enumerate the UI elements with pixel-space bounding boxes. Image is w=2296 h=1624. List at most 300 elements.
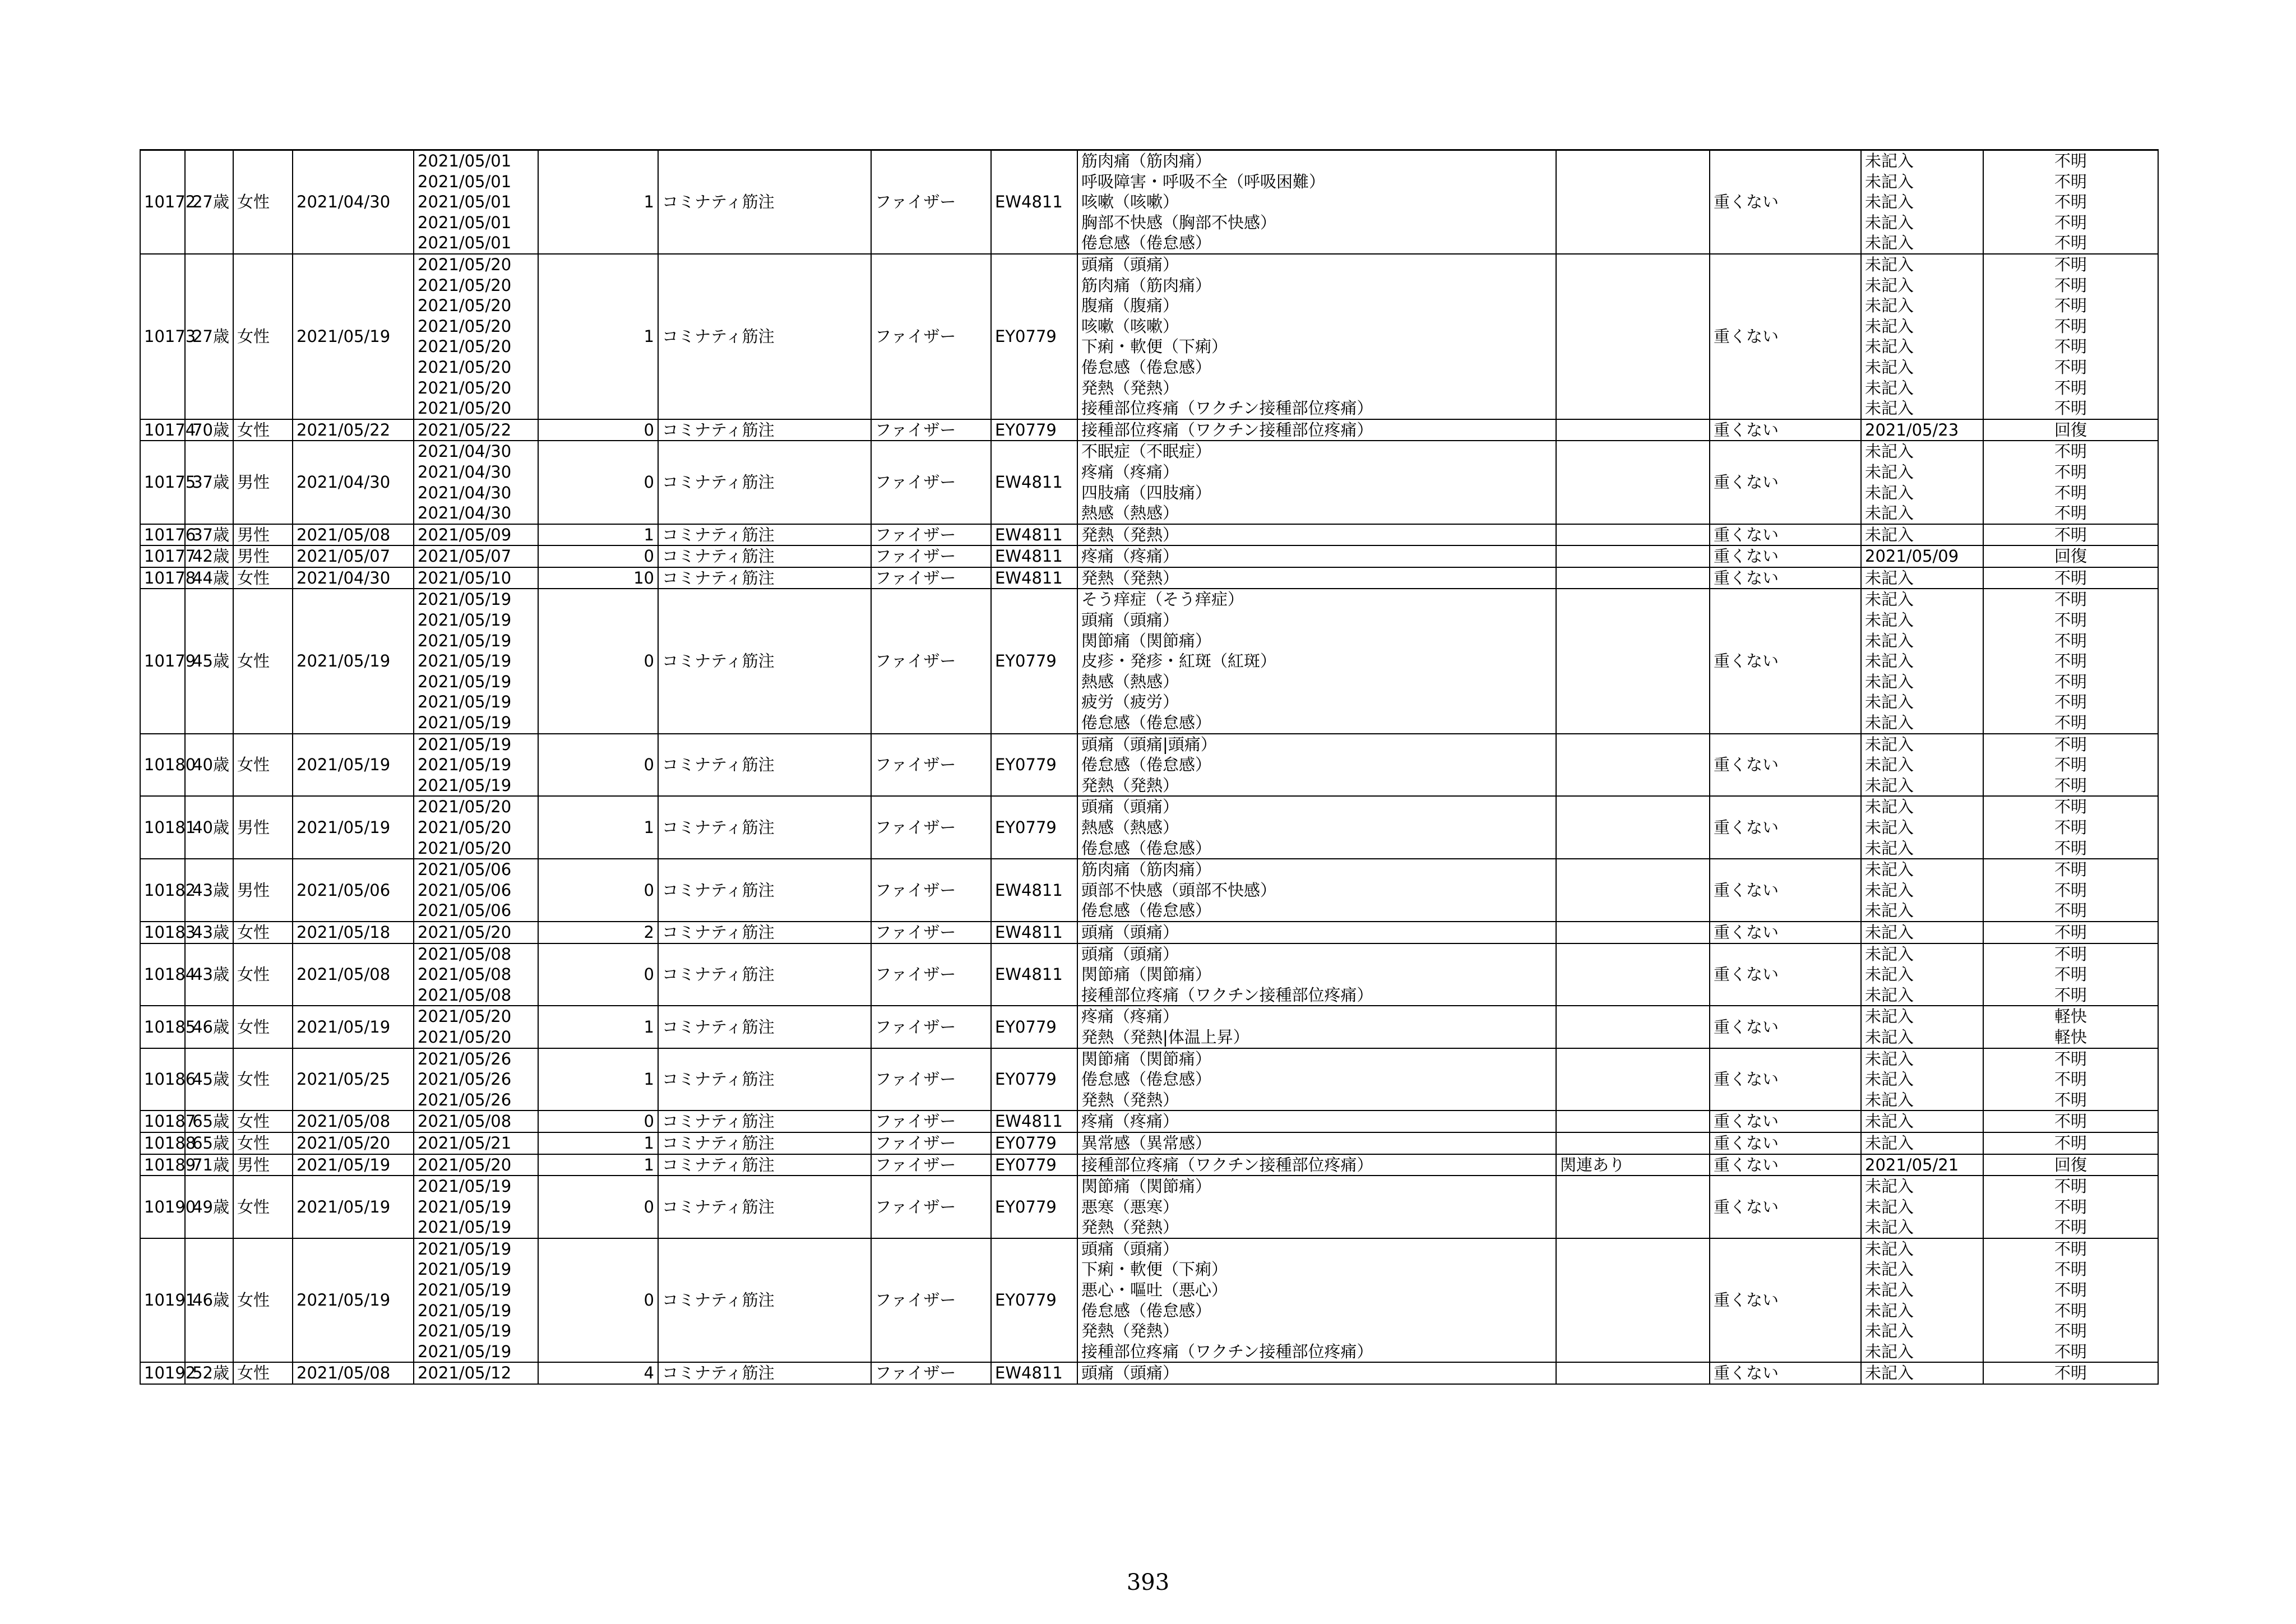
age-cell: 43歳 — [185, 943, 233, 1006]
severity-cell: 重くない — [1710, 150, 1861, 254]
onset-date-cell — [414, 419, 538, 441]
symptom: 接種部位疼痛（ワクチン接種部位疼痛） — [1081, 399, 1373, 418]
manufacturer-cell: ファイザー — [871, 1362, 991, 1384]
sex-cell: 男性 — [233, 441, 293, 524]
outcome: 回復 — [2054, 547, 2087, 566]
age-cell: 37歳 — [185, 524, 233, 546]
outcome-cell — [1983, 1176, 2158, 1238]
outcome-date: 未記入 — [1865, 1260, 1914, 1279]
severity-cell: 重くない — [1710, 1238, 1861, 1363]
vaccination-date-cell: 2021/05/19 — [293, 1176, 414, 1238]
outcome-date: 未記入 — [1865, 1218, 1914, 1237]
onset-date-cell — [414, 1362, 538, 1384]
onset-date: 2021/05/19 — [418, 672, 512, 691]
outcome-date: 未記入 — [1865, 442, 1914, 461]
onset-date-cell — [414, 254, 538, 419]
outcome: 不明 — [2054, 610, 2087, 630]
case-id-cell: 10178 — [140, 567, 185, 589]
outcome: 不明 — [2054, 672, 2087, 691]
age-cell: 71歳 — [185, 1154, 233, 1176]
onset-date: 2021/04/30 — [418, 442, 512, 461]
lot-number-cell: EY0779 — [991, 419, 1077, 441]
causality-cell — [1556, 589, 1710, 733]
sex-cell: 女性 — [233, 254, 293, 419]
onset-date: 2021/05/19 — [418, 590, 512, 609]
outcome: 不明 — [2054, 1177, 2087, 1196]
table-row — [140, 1006, 2158, 1048]
symptom: 頭痛（頭痛） — [1081, 1363, 1179, 1383]
table-row — [140, 254, 2158, 419]
adverse-event-table — [140, 149, 2159, 1385]
onset-date: 2021/05/20 — [418, 296, 512, 316]
onset-date-cell — [414, 567, 538, 589]
onset-date-cell — [414, 1048, 538, 1111]
onset-date: 2021/05/26 — [418, 1070, 512, 1089]
symptom: 発熱（発熱） — [1081, 1218, 1179, 1237]
outcome-date: 未記入 — [1865, 1090, 1914, 1109]
manufacturer-cell: ファイザー — [871, 254, 991, 419]
outcome-date-cell — [1861, 524, 1983, 546]
outcome: 不明 — [2054, 590, 2087, 609]
symptom-cell — [1077, 796, 1556, 859]
table-row — [140, 1132, 2158, 1154]
outcome-date-cell — [1861, 734, 1983, 797]
causality-cell — [1556, 796, 1710, 859]
sex-cell: 女性 — [233, 1176, 293, 1238]
symptom: そう痒症（そう痒症） — [1081, 590, 1244, 609]
lot-number-cell: EW4811 — [991, 943, 1077, 1006]
symptom: 頭痛（頭痛） — [1081, 255, 1179, 274]
days-to-onset-cell: 0 — [538, 943, 658, 1006]
symptom: 疲労（疲労） — [1081, 692, 1179, 712]
onset-date: 2021/05/08 — [418, 1112, 512, 1131]
age-cell: 52歳 — [185, 1362, 233, 1384]
onset-date: 2021/05/06 — [418, 880, 512, 900]
causality-cell — [1556, 922, 1710, 943]
onset-date-cell — [414, 524, 538, 546]
outcome-date-cell — [1861, 1111, 1983, 1132]
outcome-date: 未記入 — [1865, 462, 1914, 482]
symptom: 頭痛（頭痛） — [1081, 610, 1179, 630]
onset-date: 2021/05/21 — [418, 1133, 512, 1153]
outcome: 不明 — [2054, 631, 2087, 650]
symptom: 熱感（熱感） — [1081, 672, 1179, 691]
outcome: 回復 — [2054, 1155, 2087, 1174]
onset-date-cell — [414, 1238, 538, 1363]
outcome-date-cell — [1861, 1238, 1983, 1363]
days-to-onset-cell: 0 — [538, 1111, 658, 1132]
vaccination-date-cell: 2021/05/19 — [293, 1006, 414, 1048]
outcome-cell — [1983, 734, 2158, 797]
severity-cell: 重くない — [1710, 441, 1861, 524]
outcome-date: 未記入 — [1865, 212, 1914, 232]
symptom: 筋肉痛（筋肉痛） — [1081, 151, 1212, 170]
onset-date: 2021/05/20 — [418, 275, 512, 295]
onset-date: 2021/05/26 — [418, 1049, 512, 1068]
manufacturer-cell: ファイザー — [871, 545, 991, 567]
symptom: 不眠症（不眠症） — [1081, 442, 1212, 461]
table-row — [140, 1154, 2158, 1176]
outcome: 不明 — [2054, 922, 2087, 942]
table-row — [140, 150, 2158, 254]
outcome-date: 未記入 — [1865, 860, 1914, 880]
outcome: 不明 — [2054, 1090, 2087, 1109]
symptom: 関節痛（関節痛） — [1081, 1049, 1212, 1068]
onset-date: 2021/05/19 — [418, 631, 512, 650]
outcome: 不明 — [2054, 965, 2087, 984]
onset-date: 2021/05/08 — [418, 965, 512, 984]
lot-number-cell: EY0779 — [991, 254, 1077, 419]
outcome: 不明 — [2054, 985, 2087, 1005]
sex-cell: 女性 — [233, 1238, 293, 1363]
causality-cell — [1556, 524, 1710, 546]
severity-cell: 重くない — [1710, 1006, 1861, 1048]
days-to-onset-cell: 1 — [538, 1048, 658, 1111]
outcome: 不明 — [2054, 692, 2087, 712]
table-row — [140, 796, 2158, 859]
case-id-cell: 10180 — [140, 734, 185, 797]
symptom-cell — [1077, 1362, 1556, 1384]
vaccination-date-cell: 2021/05/06 — [293, 859, 414, 922]
severity-cell: 重くない — [1710, 254, 1861, 419]
vaccine-name-cell: コミナティ筋注 — [658, 150, 871, 254]
symptom-cell — [1077, 545, 1556, 567]
outcome: 軽快 — [2054, 1007, 2087, 1026]
outcome-date: 未記入 — [1865, 985, 1914, 1005]
causality-cell — [1556, 254, 1710, 419]
onset-date-cell — [414, 1154, 538, 1176]
lot-number-cell: EW4811 — [991, 441, 1077, 524]
lot-number-cell: EY0779 — [991, 796, 1077, 859]
symptom: 発熱（発熱） — [1081, 525, 1179, 544]
outcome-date: 2021/05/23 — [1865, 420, 1959, 439]
symptom: 筋肉痛（筋肉痛） — [1081, 275, 1212, 295]
onset-date: 2021/05/19 — [418, 775, 512, 795]
onset-date: 2021/05/20 — [418, 1027, 512, 1047]
onset-date: 2021/05/19 — [418, 1177, 512, 1196]
outcome: 不明 — [2054, 755, 2087, 775]
severity-cell: 重くない — [1710, 545, 1861, 567]
outcome-date: 未記入 — [1865, 1133, 1914, 1153]
symptom: 頭痛（頭痛） — [1081, 797, 1179, 817]
onset-date: 2021/05/19 — [418, 651, 512, 671]
sex-cell: 女性 — [233, 419, 293, 441]
sex-cell: 女性 — [233, 1048, 293, 1111]
outcome-cell — [1983, 1048, 2158, 1111]
table-row — [140, 545, 2158, 567]
symptom-cell — [1077, 943, 1556, 1006]
manufacturer-cell: ファイザー — [871, 1048, 991, 1111]
symptom-cell — [1077, 589, 1556, 733]
outcome-date-cell — [1861, 1132, 1983, 1154]
days-to-onset-cell: 1 — [538, 1006, 658, 1048]
causality-cell — [1556, 859, 1710, 922]
onset-date: 2021/05/19 — [418, 1301, 512, 1320]
severity-cell: 重くない — [1710, 1048, 1861, 1111]
outcome: 不明 — [2054, 1218, 2087, 1237]
lot-number-cell: EY0779 — [991, 734, 1077, 797]
outcome: 不明 — [2054, 337, 2087, 357]
case-id-cell: 10172 — [140, 150, 185, 254]
severity-cell: 重くない — [1710, 419, 1861, 441]
symptom: 発熱（発熱） — [1081, 1321, 1179, 1341]
outcome: 不明 — [2054, 1260, 2087, 1279]
outcome: 不明 — [2054, 255, 2087, 274]
table-row — [140, 922, 2158, 943]
severity-cell: 重くない — [1710, 859, 1861, 922]
age-cell: 40歳 — [185, 796, 233, 859]
outcome-date: 未記入 — [1865, 525, 1914, 544]
symptom: 悪寒（悪寒） — [1081, 1197, 1179, 1216]
symptom: 倦怠感（倦怠感） — [1081, 713, 1212, 733]
causality-cell — [1556, 1362, 1710, 1384]
symptom: 下痢・軟便（下痢） — [1081, 337, 1228, 357]
case-id-cell: 10174 — [140, 419, 185, 441]
outcome: 不明 — [2054, 233, 2087, 253]
outcome-cell — [1983, 254, 2158, 419]
outcome-date-cell — [1861, 441, 1983, 524]
severity-cell: 重くない — [1710, 1132, 1861, 1154]
outcome: 不明 — [2054, 462, 2087, 482]
lot-number-cell: EY0779 — [991, 1006, 1077, 1048]
outcome-date: 未記入 — [1865, 255, 1914, 274]
severity-cell: 重くない — [1710, 796, 1861, 859]
symptom: 接種部位疼痛（ワクチン接種部位疼痛） — [1081, 1155, 1373, 1174]
manufacturer-cell: ファイザー — [871, 796, 991, 859]
outcome-date-cell — [1861, 859, 1983, 922]
outcome-date: 未記入 — [1865, 378, 1914, 397]
vaccine-name-cell: コミナティ筋注 — [658, 419, 871, 441]
outcome: 不明 — [2054, 1280, 2087, 1300]
outcome-date: 未記入 — [1865, 922, 1914, 942]
vaccine-name-cell: コミナティ筋注 — [658, 589, 871, 733]
outcome-date: 未記入 — [1865, 713, 1914, 733]
page-number: 393 — [1126, 1570, 1170, 1595]
outcome: 不明 — [2054, 568, 2087, 587]
vaccine-name-cell: コミナティ筋注 — [658, 1111, 871, 1132]
lot-number-cell: EW4811 — [991, 524, 1077, 546]
outcome-date: 未記入 — [1865, 296, 1914, 316]
symptom-cell — [1077, 1176, 1556, 1238]
onset-date: 2021/05/01 — [418, 212, 512, 232]
days-to-onset-cell: 0 — [538, 441, 658, 524]
outcome-date: 未記入 — [1865, 275, 1914, 295]
outcome-date: 未記入 — [1865, 1049, 1914, 1068]
case-id-cell: 10185 — [140, 1006, 185, 1048]
outcome-date: 未記入 — [1865, 399, 1914, 418]
outcome-date: 未記入 — [1865, 944, 1914, 964]
symptom-cell — [1077, 150, 1556, 254]
outcome-date-cell — [1861, 943, 1983, 1006]
outcome-date: 未記入 — [1865, 775, 1914, 795]
case-id-cell: 10184 — [140, 943, 185, 1006]
outcome: 回復 — [2054, 420, 2087, 439]
causality-cell — [1556, 441, 1710, 524]
vaccination-date-cell: 2021/05/20 — [293, 1132, 414, 1154]
manufacturer-cell: ファイザー — [871, 859, 991, 922]
manufacturer-cell: ファイザー — [871, 567, 991, 589]
case-id-cell: 10181 — [140, 796, 185, 859]
outcome: 不明 — [2054, 399, 2087, 418]
outcome: 不明 — [2054, 797, 2087, 817]
onset-date: 2021/05/20 — [418, 1007, 512, 1026]
lot-number-cell: EW4811 — [991, 150, 1077, 254]
manufacturer-cell: ファイザー — [871, 1132, 991, 1154]
onset-date-cell — [414, 1176, 538, 1238]
outcome-date: 未記入 — [1865, 1341, 1914, 1361]
age-cell: 65歳 — [185, 1132, 233, 1154]
onset-date: 2021/05/01 — [418, 172, 512, 191]
vaccine-name-cell: コミナティ筋注 — [658, 1238, 871, 1363]
symptom: 下痢・軟便（下痢） — [1081, 1260, 1228, 1279]
symptom: 倦怠感（倦怠感） — [1081, 357, 1212, 377]
severity-cell: 重くない — [1710, 943, 1861, 1006]
outcome-date-cell — [1861, 1006, 1983, 1048]
onset-date: 2021/05/22 — [418, 420, 512, 439]
onset-date: 2021/05/10 — [418, 568, 512, 587]
outcome: 軽快 — [2054, 1027, 2087, 1047]
onset-date: 2021/05/01 — [418, 233, 512, 253]
manufacturer-cell: ファイザー — [871, 1111, 991, 1132]
onset-date: 2021/05/07 — [418, 547, 512, 566]
vaccine-name-cell: コミナティ筋注 — [658, 922, 871, 943]
outcome: 不明 — [2054, 838, 2087, 858]
days-to-onset-cell: 1 — [538, 150, 658, 254]
onset-date-cell — [414, 943, 538, 1006]
age-cell: 43歳 — [185, 859, 233, 922]
onset-date-cell — [414, 441, 538, 524]
outcome-cell — [1983, 943, 2158, 1006]
outcome-date: 未記入 — [1865, 316, 1914, 336]
vaccination-date-cell: 2021/05/19 — [293, 796, 414, 859]
outcome-cell — [1983, 441, 2158, 524]
outcome-date: 未記入 — [1865, 1301, 1914, 1320]
sex-cell: 女性 — [233, 1006, 293, 1048]
symptom-cell — [1077, 922, 1556, 943]
onset-date: 2021/05/19 — [418, 1260, 512, 1279]
vaccination-date-cell: 2021/05/19 — [293, 589, 414, 733]
table-row — [140, 943, 2158, 1006]
outcome-date: 未記入 — [1865, 1027, 1914, 1047]
manufacturer-cell: ファイザー — [871, 1238, 991, 1363]
onset-date: 2021/04/30 — [418, 483, 512, 502]
symptom: 咳嗽（咳嗽） — [1081, 192, 1179, 212]
onset-date: 2021/05/19 — [418, 1321, 512, 1341]
vaccine-name-cell: コミナティ筋注 — [658, 734, 871, 797]
vaccine-name-cell: コミナティ筋注 — [658, 1132, 871, 1154]
age-cell: 43歳 — [185, 922, 233, 943]
outcome-date-cell — [1861, 922, 1983, 943]
age-cell: 70歳 — [185, 419, 233, 441]
outcome-cell — [1983, 1111, 2158, 1132]
onset-date: 2021/05/19 — [418, 713, 512, 733]
outcome: 不明 — [2054, 651, 2087, 671]
days-to-onset-cell: 1 — [538, 796, 658, 859]
table-row — [140, 441, 2158, 524]
onset-date: 2021/05/20 — [418, 378, 512, 397]
outcome-date-cell — [1861, 419, 1983, 441]
severity-cell: 重くない — [1710, 567, 1861, 589]
case-id-cell: 10179 — [140, 589, 185, 733]
sex-cell: 女性 — [233, 150, 293, 254]
causality-cell: 関連あり — [1556, 1154, 1710, 1176]
outcome-date: 未記入 — [1865, 233, 1914, 253]
symptom: 疼痛（疼痛） — [1081, 1007, 1179, 1026]
table-row — [140, 734, 2158, 797]
table-row — [140, 1176, 2158, 1238]
symptom-cell — [1077, 1154, 1556, 1176]
outcome-date: 2021/05/21 — [1865, 1155, 1959, 1174]
symptom: 呼吸障害・呼吸不全（呼吸困難） — [1081, 172, 1326, 191]
sex-cell: 女性 — [233, 943, 293, 1006]
vaccine-name-cell: コミナティ筋注 — [658, 1048, 871, 1111]
vaccine-name-cell: コミナティ筋注 — [658, 943, 871, 1006]
case-id-cell: 10190 — [140, 1176, 185, 1238]
table-row — [140, 1362, 2158, 1384]
lot-number-cell: EY0779 — [991, 1238, 1077, 1363]
outcome: 不明 — [2054, 860, 2087, 880]
manufacturer-cell: ファイザー — [871, 524, 991, 546]
vaccination-date-cell: 2021/04/30 — [293, 150, 414, 254]
age-cell: 46歳 — [185, 1006, 233, 1048]
days-to-onset-cell: 0 — [538, 545, 658, 567]
sex-cell: 男性 — [233, 1154, 293, 1176]
causality-cell — [1556, 545, 1710, 567]
outcome-date: 未記入 — [1865, 590, 1914, 609]
days-to-onset-cell: 10 — [538, 567, 658, 589]
vaccine-name-cell: コミナティ筋注 — [658, 859, 871, 922]
case-id-cell: 10187 — [140, 1111, 185, 1132]
outcome-cell — [1983, 545, 2158, 567]
symptom-cell — [1077, 1111, 1556, 1132]
manufacturer-cell: ファイザー — [871, 1006, 991, 1048]
case-id-cell: 10182 — [140, 859, 185, 922]
age-cell: 45歳 — [185, 1048, 233, 1111]
symptom: 筋肉痛（筋肉痛） — [1081, 860, 1212, 880]
onset-date-cell — [414, 589, 538, 733]
symptom: 異常感（異常感） — [1081, 1133, 1212, 1153]
outcome: 不明 — [2054, 1112, 2087, 1131]
symptom: 倦怠感（倦怠感） — [1081, 901, 1212, 920]
outcome: 不明 — [2054, 880, 2087, 900]
symptom: 胸部不快感（胸部不快感） — [1081, 212, 1277, 232]
vaccination-date-cell: 2021/05/25 — [293, 1048, 414, 1111]
outcome: 不明 — [2054, 503, 2087, 523]
outcome-cell — [1983, 1238, 2158, 1363]
sex-cell: 女性 — [233, 1362, 293, 1384]
outcome-date: 未記入 — [1865, 151, 1914, 170]
outcome-cell — [1983, 859, 2158, 922]
outcome-date-cell — [1861, 1176, 1983, 1238]
symptom: 頭痛（頭痛） — [1081, 944, 1179, 964]
outcome-date: 未記入 — [1865, 1007, 1914, 1026]
severity-cell: 重くない — [1710, 1176, 1861, 1238]
outcome: 不明 — [2054, 1070, 2087, 1089]
outcome-cell — [1983, 524, 2158, 546]
lot-number-cell: EW4811 — [991, 1111, 1077, 1132]
outcome-date: 未記入 — [1865, 901, 1914, 920]
case-id-cell: 10175 — [140, 441, 185, 524]
lot-number-cell: EY0779 — [991, 1176, 1077, 1238]
symptom: 関節痛（関節痛） — [1081, 1177, 1212, 1196]
outcome-cell — [1983, 922, 2158, 943]
outcome-date: 未記入 — [1865, 797, 1914, 817]
sex-cell: 男性 — [233, 859, 293, 922]
manufacturer-cell: ファイザー — [871, 589, 991, 733]
outcome-date: 未記入 — [1865, 1363, 1914, 1383]
age-cell: 65歳 — [185, 1111, 233, 1132]
case-id-cell: 10189 — [140, 1154, 185, 1176]
